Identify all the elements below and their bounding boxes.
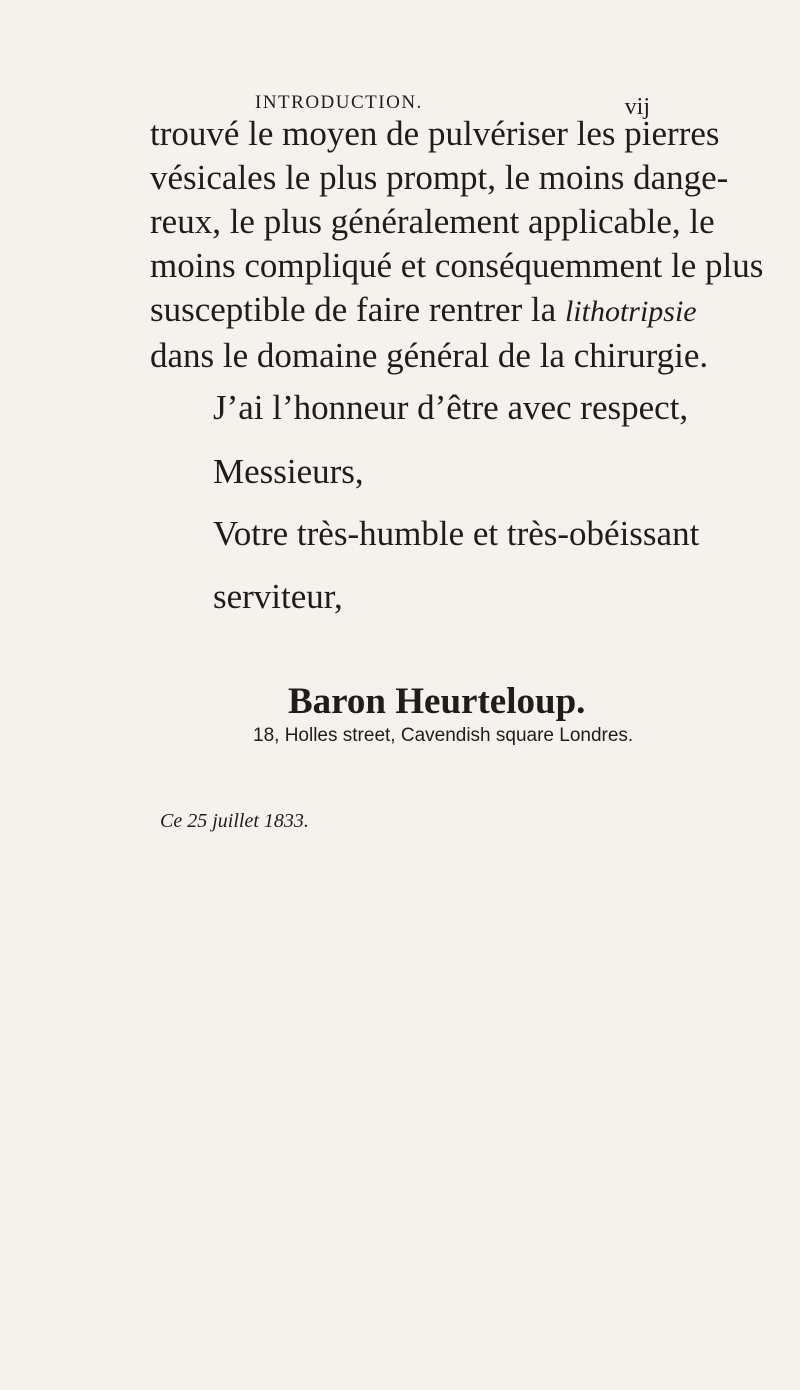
date-line: Ce 25 juillet 1833. <box>160 810 309 832</box>
closing-humble: Votre très-humble et très-obéissant <box>213 514 700 553</box>
text-line: moins compliqué et conséquemment le plus <box>150 246 764 285</box>
page-number: vij <box>624 94 650 120</box>
text-segment: susceptible de faire rentrer la <box>150 290 557 329</box>
text-line: dans le domaine général de la chirurgie. <box>150 336 709 375</box>
text-line: reux, le plus généralement applicable, le <box>150 202 715 241</box>
closing-servant: serviteur, <box>213 577 343 616</box>
closing-salutation: Messieurs, <box>213 452 364 491</box>
signature-address: 18, Holles street, Cavendish square Londres. <box>253 725 634 746</box>
signature-name: Baron Heurteloup. <box>288 681 586 722</box>
text-line: trouvé le moyen de pulvériser les pierres <box>150 114 720 153</box>
text-line: vésicales le plus prompt, le moins dange- <box>150 158 729 197</box>
closing-honor: J’ai l’honneur d’être avec respect, <box>213 388 689 427</box>
running-head: INTRODUCTION. <box>255 92 423 113</box>
text-line <box>150 288 697 334</box>
body-paragraph <box>150 112 764 378</box>
italic-term: lithotripsie <box>564 295 697 328</box>
